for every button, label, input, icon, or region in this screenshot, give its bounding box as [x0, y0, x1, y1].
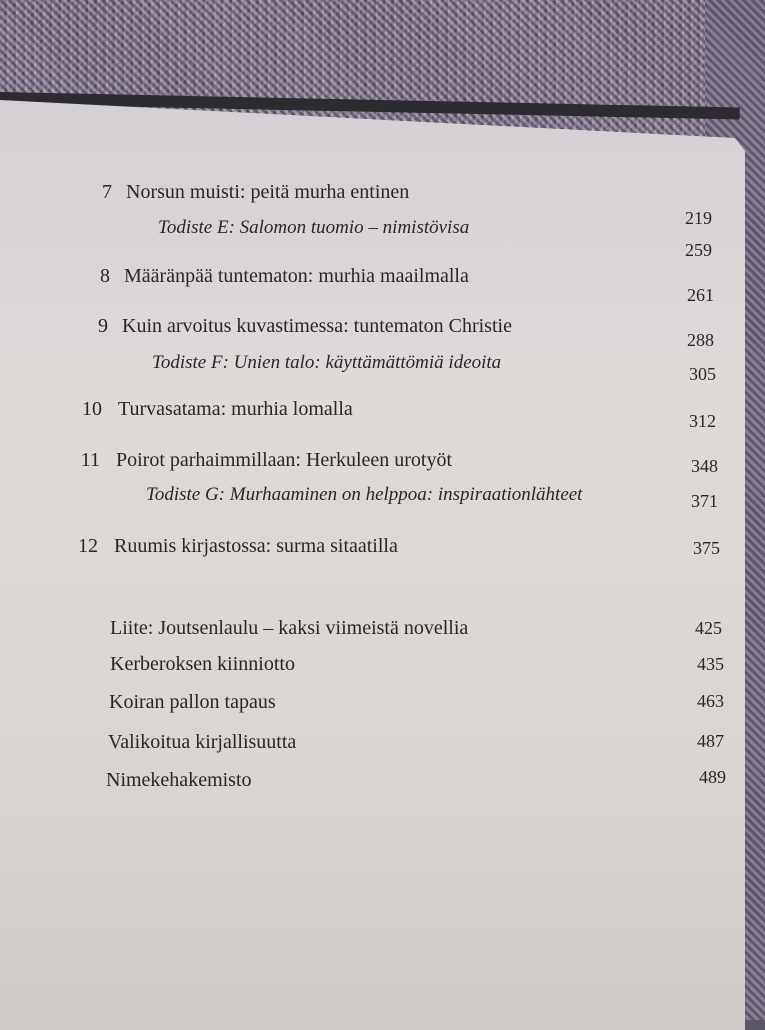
chapter-page: 312	[689, 411, 716, 431]
chapter-page: 348	[691, 456, 718, 476]
appendix-title: Nimekehakemisto	[106, 769, 252, 791]
chapter-number: 9	[98, 315, 108, 337]
chapter-number: 10	[82, 398, 102, 420]
appendix-page: 425	[695, 618, 722, 638]
subentry-page: 371	[691, 491, 718, 511]
subentry-page: 259	[685, 240, 712, 260]
chapter-title: Norsun muisti: peitä murha entinen	[126, 181, 410, 203]
appendix-page: 435	[697, 654, 724, 674]
chapter-title: Turvasatama: murhia lomalla	[118, 398, 353, 420]
appendix-title: Valikoitua kirjallisuutta	[108, 731, 297, 753]
appendix-title: Koiran pallon tapaus	[109, 691, 276, 713]
chapter-title: Kuin arvoitus kuvastimessa: tuntematon Christie	[122, 315, 512, 337]
chapter-title: Määränpää tuntematon: murhia maailmalla	[124, 265, 469, 287]
appendix-page: 489	[699, 767, 726, 787]
appendix-title: Liite: Joutsenlaulu – kaksi viimeistä novellia	[110, 617, 469, 639]
chapter-title: Poirot parhaimmillaan: Herkuleen urotyöt	[116, 449, 453, 471]
subentry-page: 305	[689, 364, 716, 384]
appendix-page: 487	[697, 731, 724, 751]
subentry-title: Todiste G: Murhaaminen on helppoa: inspiraationlähteet	[146, 484, 583, 505]
chapter-page: 219	[685, 208, 712, 228]
chapter-page: 375	[693, 538, 720, 558]
chapter-title: Ruumis kirjastossa: surma sitaatilla	[114, 535, 398, 557]
chapter-page: 261	[687, 285, 714, 305]
chapter-number: 8	[100, 265, 110, 287]
subentry-title: Todiste E: Salomon tuomio – nimistövisa	[158, 217, 470, 238]
subentry-title: Todiste F: Unien talo: käyttämättömiä ideoita	[152, 352, 502, 373]
chapter-page: 288	[687, 330, 714, 350]
appendix-page: 463	[697, 691, 724, 711]
chapter-number: 7	[102, 181, 112, 203]
appendix-title: Kerberoksen kiinniotto	[110, 653, 295, 675]
chapter-number: 12	[78, 535, 98, 557]
chapter-number: 11	[80, 449, 100, 471]
